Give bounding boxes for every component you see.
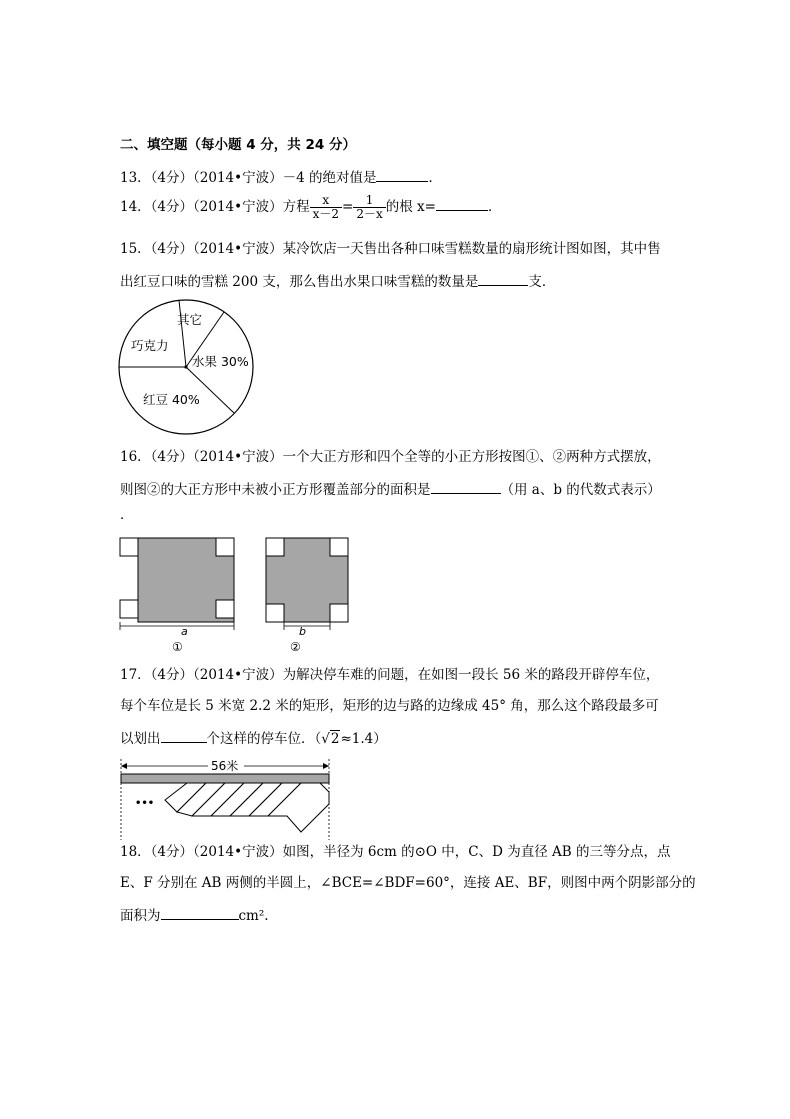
- arrow-right: [323, 763, 329, 769]
- question-16-line-1: 16．（4分）（2014•宁波）一个大正方形和四个全等的小正方形按图①、②两种方式摆放，: [120, 449, 661, 465]
- q14-equals: =: [342, 199, 354, 215]
- q14-text: 14．（4分）（2014•宁波）方程: [120, 199, 310, 215]
- q15-answer-blank[interactable]: [478, 271, 528, 286]
- parking-spaces: [165, 783, 329, 832]
- q14-mid-text: 的根 x=: [385, 199, 436, 215]
- question-15-line-2: [120, 271, 555, 291]
- pie-label-redbean: 红豆 40%: [143, 392, 200, 407]
- q14-answer-blank[interactable]: [436, 196, 488, 211]
- q18-suffix: cm².: [238, 908, 269, 924]
- parking-figure: [115, 754, 337, 840]
- question-18-line-1: 18．（4分）（2014•宁波）如图，半径为 6cm 的⊙O 中，C、D 为直径 AB 的三等分点，点: [120, 844, 671, 860]
- q15-suffix: 支．: [528, 274, 556, 290]
- fig1-small-square-br: [216, 600, 234, 618]
- q16-suffix: （用 a、b 的代数式表示）: [500, 482, 661, 498]
- fig2-small-square-tl: [266, 538, 284, 556]
- q18-answer-blank[interactable]: [161, 905, 239, 920]
- pie-label-chocolate: 巧克力: [131, 338, 169, 353]
- fig1-caption: ①: [172, 640, 183, 654]
- fig1-small-square-bl: [120, 600, 138, 618]
- pie-center-dot: [184, 365, 187, 368]
- length-label: 56米: [211, 759, 239, 773]
- question-18-line-3: [120, 905, 269, 925]
- q17-suffix: ≈1.4）: [340, 731, 387, 747]
- fig2-small-square-tr: [330, 538, 348, 556]
- sqrt-symbol: √: [321, 731, 330, 747]
- ellipsis-dots: •••: [135, 798, 155, 809]
- q14-frac1-denominator: x－2: [312, 207, 339, 221]
- q15-text: 出红豆口味的雪糕 200 支，那么售出水果口味雪糕的数量是: [120, 274, 479, 290]
- fig2-label-b: b: [299, 625, 306, 638]
- q14-frac2-denominator: 2－x: [356, 207, 383, 221]
- question-17-line-1: 17．（4分）（2014•宁波）为解决停车难的问题，在如图一段长 56 米的路段开辟停车位，: [120, 667, 660, 683]
- q14-frac2-numerator: 1: [353, 194, 385, 208]
- question-14: [120, 192, 501, 222]
- question-18-line-2: E、F 分别在 AB 两侧的半圆上，∠BCE=∠BDF=60°，连接 AE、BF，则图中两个阴影部分的: [120, 875, 696, 891]
- question-16-line-2: [120, 479, 661, 499]
- question-17-line-2: 每个车位是长 5 米宽 2.2 米的矩形，矩形的边与路的边缘成 45° 角，那么这个路段最多可: [120, 698, 659, 714]
- road-strip: [121, 774, 329, 783]
- fig1-small-square-tl: [120, 538, 138, 556]
- q13-suffix: ．: [428, 170, 442, 186]
- q17-text: 以划出: [120, 731, 161, 747]
- question-15-line-1: 15．（4分）（2014•宁波）某冷饮店一天售出各种口味雪糕数量的扇形统计图如图，其中售: [120, 241, 661, 257]
- q17-answer-blank[interactable]: [161, 728, 207, 743]
- q18-text: 面积为: [120, 908, 161, 924]
- q14-suffix: ．: [487, 199, 502, 215]
- question-17-line-3: [120, 728, 387, 748]
- q13-text: 13．（4分）（2014•宁波）－4 的绝对值是: [120, 170, 377, 186]
- q17-mid-text: 个这样的停车位．（: [206, 731, 322, 747]
- section-title: 二、填空题（每小题 4 分，共 24 分）: [120, 137, 356, 153]
- pie-label-fruit: 水果 30%: [192, 354, 249, 369]
- fig1-label-a: a: [181, 625, 188, 638]
- arrow-left: [121, 763, 127, 769]
- q13-answer-blank[interactable]: [376, 167, 428, 182]
- q14-fraction-2: [353, 194, 385, 221]
- fig2-caption: ②: [290, 640, 301, 654]
- square-figures: [115, 534, 355, 656]
- question-13: [120, 167, 442, 187]
- question-16-line-3: ．: [120, 507, 134, 523]
- q14-frac1-numerator: x: [310, 194, 342, 208]
- pie-divider-top: [179, 300, 186, 367]
- q14-fraction-1: [310, 194, 342, 221]
- fig2-small-square-br: [330, 604, 348, 622]
- pie-chart-figure: [115, 298, 265, 438]
- fig2-small-square-bl: [266, 604, 284, 622]
- q16-answer-blank[interactable]: [431, 479, 501, 494]
- pie-label-other: 其它: [177, 312, 203, 327]
- sqrt-argument: 2: [330, 731, 340, 747]
- fig1-small-square-tr: [216, 538, 234, 556]
- q16-text: 则图②的大正方形中未被小正方形覆盖部分的面积是: [120, 482, 431, 498]
